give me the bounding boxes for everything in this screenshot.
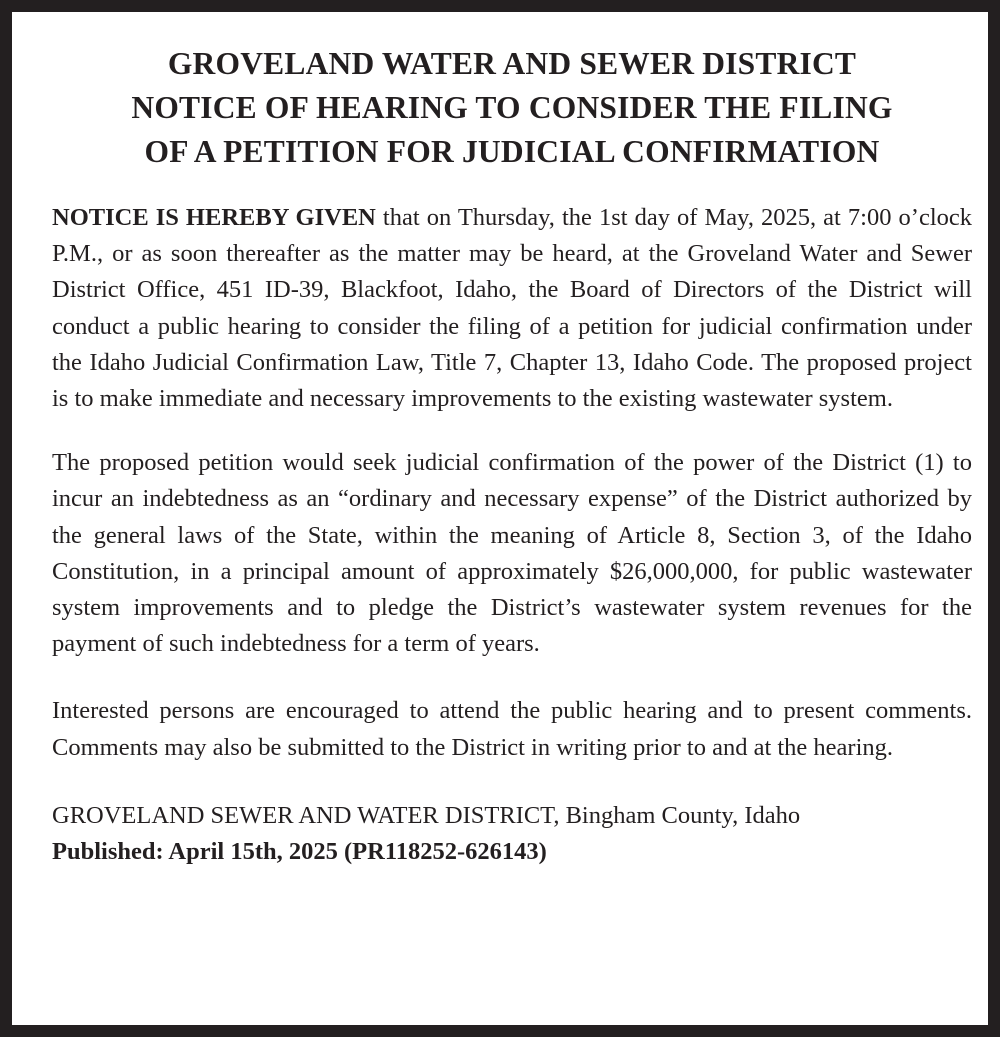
signature-line: GROVELAND SEWER AND WATER DISTRICT, Bingham County, Idaho (52, 801, 801, 829)
notice-title (52, 42, 972, 174)
title-line-3: OF A PETITION FOR JUDICIAL CONFIRMATION (144, 134, 880, 169)
notice-paragraph-1 (52, 200, 972, 417)
notice-paragraph-1-body: that on Thursday, the 1st day of May, 2025, at 7:00 o’clock P.M., or as soon thereafter as the matter may be heard, at the Groveland Water and Sewer District Office, 451 ID-39, Blackfoot, Idaho, the Board of Directors of the District will conduct a public hearing to consider the filing of a petition for judicial confirmation under the Idaho Judicial Confirmation Law, Title 7, Chapter 13, Idaho Code. The proposed project is to make immediate and necessary improvements to the existing wastewater system. (52, 204, 972, 413)
notice-content (52, 42, 972, 870)
title-line-2: NOTICE OF HEARING TO CONSIDER THE FILING (131, 90, 893, 125)
title-line-1: GROVELAND WATER AND SEWER DISTRICT (167, 46, 857, 81)
notice-paragraph-2: The proposed petition would seek judicial confirmation of the power of the District (1) to incur an indebtedness as an “ordinary and necessary expense” of the District authorized by the general laws of the State, within the meaning of Article 8, Section 3, of the Idaho Constitution, in a principal amount of approximately $26,000,000, for public wastewater system improvements and to pledge the District’s wastewater system revenues for the payment of such indebtedness for a term of years. (52, 449, 972, 658)
notice-paragraph-3: Interested persons are encouraged to attend the public hearing and to present comments. Comments may also be submitted to the District in writing prior to and at the hearing. (52, 697, 972, 761)
notice-lead: NOTICE IS HEREBY GIVEN (52, 204, 376, 231)
published-line: Published: April 15th, 2025 (PR118252-626143) (52, 837, 547, 865)
signature-block (52, 798, 972, 870)
